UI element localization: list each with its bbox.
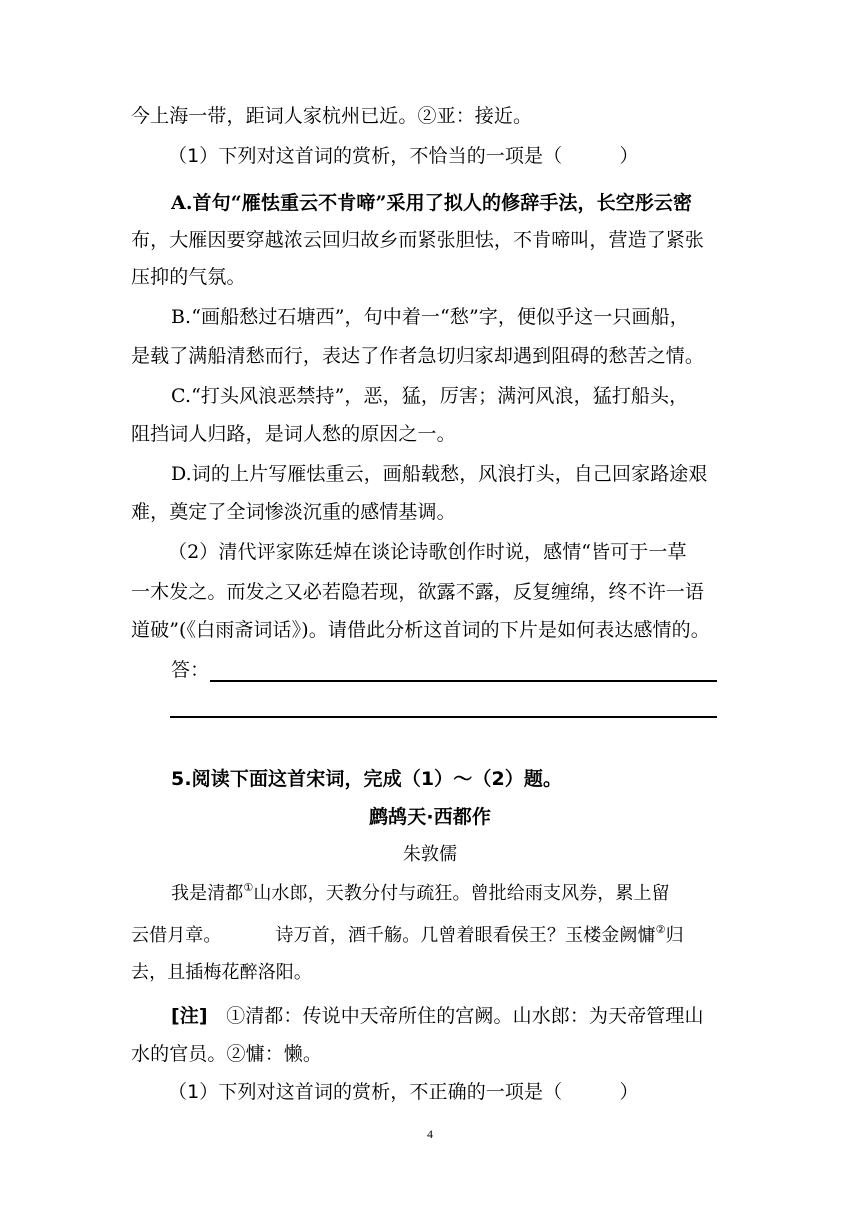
poem-line-2-part-b: 诗万首，酒千觞。几曾着眼看侯王？玉楼金阙慵 bbox=[275, 925, 656, 946]
note-line-1 bbox=[171, 996, 729, 1036]
option-b-line-2: 是载了满船清愁而行，表达了作者急切归家却遇到阻碍的愁苦之情。 bbox=[131, 345, 705, 367]
poem-line-2-part-a: 云借月章。 bbox=[131, 925, 222, 946]
answer-blank-line-1[interactable] bbox=[210, 680, 717, 682]
footnote-mark-1: ① bbox=[243, 881, 254, 894]
answer-blank-line-2[interactable] bbox=[170, 716, 717, 718]
text-line: 今上海一带，距词人家杭州已近。②亚：接近。 bbox=[131, 105, 533, 127]
question-2-line-1: （2）清代评家陈廷焯在谈论诗歌创作时说，感情“皆可于一草 bbox=[168, 541, 687, 563]
poem-title: 鹧鸪天·西都作 bbox=[369, 806, 491, 828]
option-c-line-1: C.“打头风浪恶禁持”，恶，猛，厉害；满河风浪，猛打船头， bbox=[171, 385, 689, 407]
option-b-line-1: B.“画船愁过石塘西”，句中着一“愁”字，便似乎这一只画船， bbox=[171, 306, 689, 328]
option-a-line-1 bbox=[171, 183, 729, 223]
footnote-mark-2: ② bbox=[655, 923, 666, 936]
poem-line-1-start: 我是清都 bbox=[171, 883, 244, 904]
poet-name: 朱敦儒 bbox=[402, 844, 458, 865]
option-a-text: A.首句“雁怯重云不肯啼”采用了拟人的修辞手法，长空彤云密 bbox=[171, 192, 693, 214]
note-label: [注] bbox=[171, 1005, 208, 1027]
question-2-line-3: 道破”(《白雨斋词话》)。请借此分析这首词的下片是如何表达感情的。 bbox=[131, 619, 710, 641]
note-text-1: ①清都：传说中天帝所住的宫阙。山水郎：为天帝管理山 bbox=[226, 1005, 704, 1027]
poem-line-1 bbox=[171, 874, 729, 914]
question-2-line-2: 一木发之。而发之又必若隐若现，欲露不露，反复缠绵，终不许一语 bbox=[131, 581, 705, 603]
option-d-line-2: 难，奠定了全词惨淡沉重的感情基调。 bbox=[131, 501, 456, 523]
page-number: 4 bbox=[427, 1127, 433, 1141]
question-5-heading: 5.阅读下面这首宋词，完成（1）～（2）题。 bbox=[171, 768, 563, 790]
poem-line-2 bbox=[131, 916, 729, 956]
poem-line-3: 去，且插梅花醉洛阳。 bbox=[131, 962, 312, 983]
option-c-line-2: 阻挡词人归路，是词人愁的原因之一。 bbox=[131, 423, 456, 445]
answer-label: 答： bbox=[171, 659, 210, 681]
question-5-1-prompt: （1）下列对这首词的赏析，不正确的一项是（ ） bbox=[168, 1081, 639, 1103]
option-d-line-1: D.词的上片写雁怯重云，画船载愁，风浪打头，自己回家路途艰 bbox=[171, 463, 708, 485]
question-1-prompt: （1）下列对这首词的赏析，不恰当的一项是（ ） bbox=[168, 145, 639, 167]
option-a-line-3: 压抑的气氛。 bbox=[131, 266, 246, 288]
note-line-2: 水的官员。②慵：懒。 bbox=[131, 1043, 323, 1065]
poem-line-2-rest: 归 bbox=[665, 925, 684, 946]
poem-line-1-rest: 山水郎，天教分付与疏狂。曾批给雨支风券，累上留 bbox=[253, 883, 670, 904]
option-a-line-2: 布，大雁因要穿越浓云回归故乡而紧张胆怯，不肯啼叫，营造了紧张 bbox=[131, 229, 705, 251]
